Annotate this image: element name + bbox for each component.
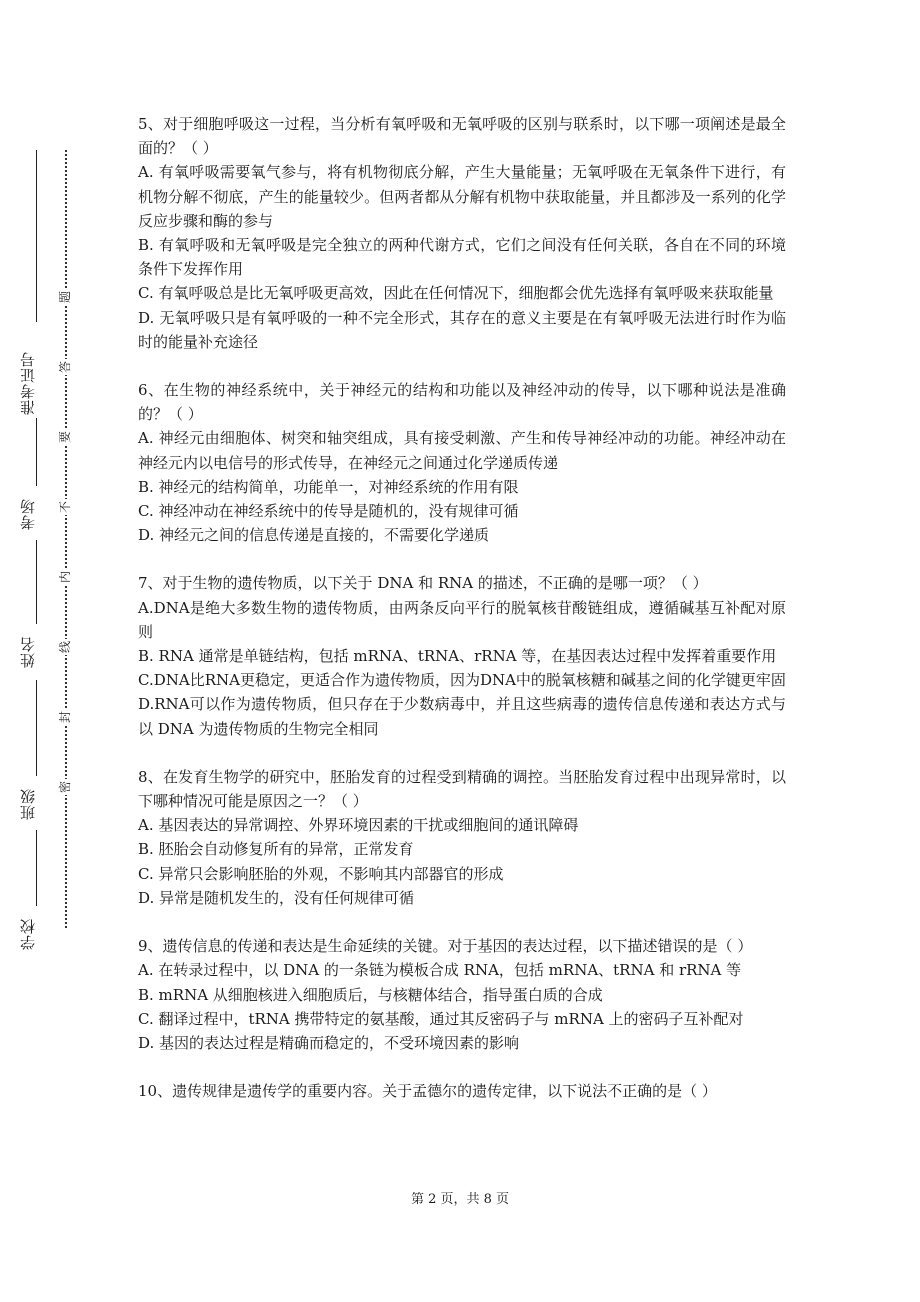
option-a: A. 在转录过程中，以 DNA 的一条链为模板合成 RNA，包括 mRNA、tRNA 和 rRNA 等 <box>138 961 742 980</box>
seal-char: 题 <box>58 291 72 304</box>
option-c: C. 有氧呼吸总是比无氧呼吸更高效，因此在任何情况下，细胞都会优先选择有氧呼吸来获取能量 <box>138 284 774 303</box>
option-b: B. 有氧呼吸和无氧呼吸是完全独立的两种代谢方式，它们之间没有任何关联，各自在不同的环境条件下发挥作用 <box>138 236 786 279</box>
seal-char: 内 <box>58 571 72 584</box>
option-b: B. 神经元的结构简单，功能单一，对神经系统的作用有限 <box>138 477 519 496</box>
option-c: C. 异常只会影响胚胎的外观，不影响其内部器官的形成 <box>138 864 504 883</box>
question-text: 6、在生物的神经系统中，关于神经元的结构和功能以及神经冲动的传导，以下哪种说法是准确的？（ ） <box>138 381 786 424</box>
seal-char: 答 <box>58 361 72 374</box>
option-c: C. 翻译过程中，tRNA 携带特定的氨基酸，通过其反密码子与 mRNA 上的密码子互补配对 <box>138 1009 744 1028</box>
field-exam-number-label: 准考证号 <box>19 351 37 415</box>
field-name <box>8 540 40 670</box>
option-c: C. 神经冲动在神经系统中的传导是随机的，没有规律可循 <box>138 502 519 521</box>
option-d: D. 无氧呼吸只是有氧呼吸的一种不完全形式，其存在的意义主要是在有氧呼吸无法进行时作为临时的能量补充途径 <box>138 308 786 351</box>
question-9 <box>138 934 786 1055</box>
question-text: 8、在发育生物学的研究中，胚胎发育的过程受到精确的调控。当胚胎发育过程中出现异常时，以下哪种情况可能是原因之一？（ ） <box>138 767 786 811</box>
seal-char: 要 <box>58 431 72 444</box>
field-exam-room <box>8 418 40 530</box>
seal-char: 密 <box>58 781 72 794</box>
seal-char: 封 <box>58 711 72 724</box>
option-d: D. 神经元之间的信息传递是直接的，不需要化学递质 <box>138 526 490 545</box>
question-8 <box>138 765 786 910</box>
question-10 <box>138 1079 786 1103</box>
option-d: D. 异常是随机发生的，没有任何规律可循 <box>138 888 415 907</box>
field-exam-room-label: 考场 <box>19 498 37 530</box>
question-text: 9、遗传信息的传递和表达是生命延续的关键。对于基因的表达过程，以下描述错误的是（ ） <box>138 937 753 956</box>
option-b: B. mRNA 从细胞核进入细胞质后，与核糖体结合，指导蛋白质的合成 <box>138 985 603 1004</box>
question-5 <box>138 112 786 354</box>
option-b: B. RNA 通常是单链结构，包括 mRNA、tRNA、rRNA 等，在基因表达过程中发挥着重要作用 <box>138 647 777 666</box>
binding-fields <box>0 0 60 1302</box>
question-text: 7、对于生物的遗传物质，以下关于 DNA 和 RNA 的描述，不正确的是哪一项？（ ） <box>138 574 708 593</box>
field-school-label: 学校 <box>19 918 37 950</box>
page-number: 第 2 页，共 8 页 <box>410 1192 510 1207</box>
seal-char: 不 <box>58 501 72 514</box>
question-list <box>138 112 786 1127</box>
page-footer <box>0 1188 920 1207</box>
question-text: 5、对于细胞呼吸这一过程，当分析有氧呼吸和无氧呼吸的区别与联系时，以下哪一项阐述是最全面的？（ ） <box>138 115 786 158</box>
field-school <box>8 830 40 950</box>
question-6 <box>138 378 786 547</box>
option-c: C.DNA比RNA更稳定，更适合作为遗传物质，因为DNA中的脱氧核糖和碱基之间的化学键更牢固 <box>138 671 786 690</box>
field-exam-number <box>8 150 40 415</box>
field-class-label: 班级 <box>19 788 37 820</box>
seal-char: 线 <box>58 641 72 654</box>
option-d: D.RNA可以作为遗传物质，但只存在于少数病毒中，并且这些病毒的遗传信息传递和表达方式与以 DNA 为遗传物质的生物完全相同 <box>138 695 786 738</box>
question-text: 10、遗传规律是遗传学的重要内容。关于孟德尔的遗传定律，以下说法不正确的是（ ） <box>138 1082 717 1101</box>
seal-line <box>65 150 67 928</box>
option-d: D. 基因的表达过程是精确而稳定的，不受环境因素的影响 <box>138 1033 520 1052</box>
question-7 <box>138 571 786 740</box>
option-a: A. 基因表达的异常调控、外界环境因素的干扰或细胞间的通讯障碍 <box>138 816 579 835</box>
option-a: A.DNA是绝大多数生物的遗传物质，由两条反向平行的脱氧核苷酸链组成，遵循碱基互补配对原则 <box>138 598 786 641</box>
option-a: A. 有氧呼吸需要氧气参与，将有机物彻底分解，产生大量能量；无氧呼吸在无氧条件下进行，有机物分解不彻底，产生的能量较少。但两者都从分解有机物中获取能量，并且都涉及一系列的化学反应步骤和酶的参与 <box>138 163 786 230</box>
option-b: B. 胚胎会自动修复所有的异常，正常发育 <box>138 840 414 859</box>
option-a: A. 神经元由细胞体、树突和轴突组成，具有接受刺激、产生和传导神经冲动的功能。神经冲动在神经元内以电信号的形式传导，在神经元之间通过化学递质传递 <box>138 429 786 472</box>
field-name-label: 姓名 <box>19 636 37 668</box>
field-class <box>8 680 40 820</box>
